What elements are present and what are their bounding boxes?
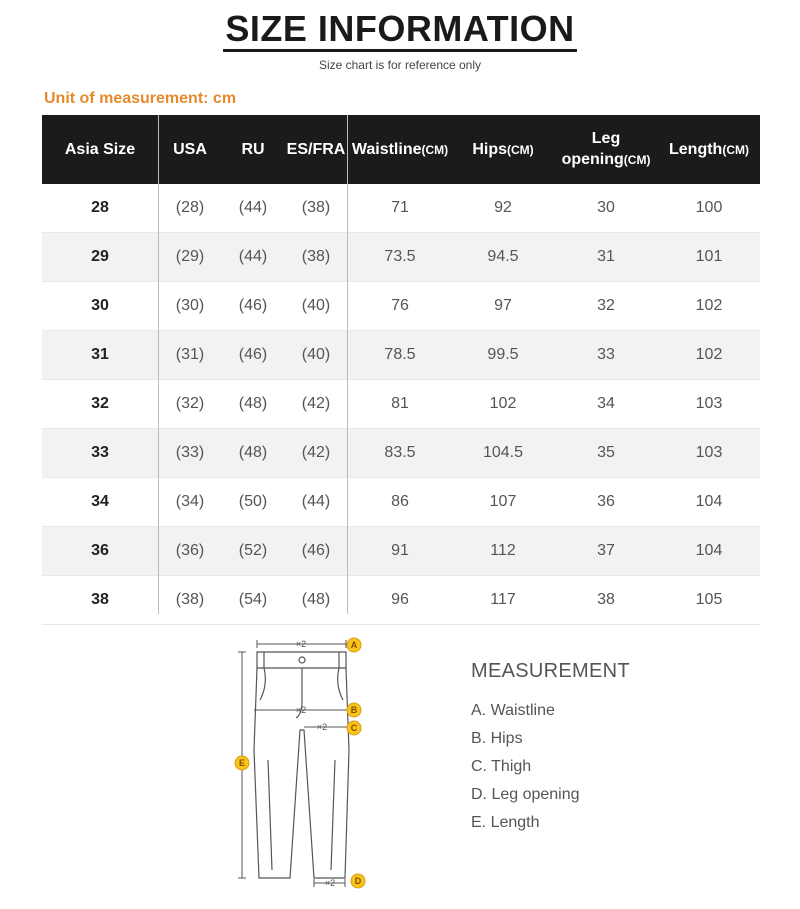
cell-es-fra: (48) bbox=[301, 591, 331, 608]
cell-waistline: 78.5 bbox=[348, 331, 452, 380]
size-table bbox=[42, 115, 760, 625]
table-row bbox=[42, 282, 760, 331]
header-leg-line2: opening bbox=[561, 151, 624, 168]
marker-e: E bbox=[238, 758, 246, 768]
cell-ru: (48) bbox=[222, 429, 284, 478]
measurement-item: A. Waistline bbox=[471, 702, 555, 719]
table-row bbox=[42, 380, 760, 429]
cell-usa: (38) bbox=[175, 591, 205, 608]
cell-leg-opening: 37 bbox=[554, 527, 658, 576]
header-leg-opening bbox=[554, 115, 658, 184]
header-hips bbox=[452, 115, 554, 184]
header-ru: RU bbox=[222, 115, 284, 184]
cell-hips: 94.5 bbox=[452, 233, 554, 282]
header-usa: USA bbox=[158, 115, 222, 184]
cell-asia-size: 29 bbox=[42, 233, 158, 282]
table-row bbox=[42, 576, 760, 625]
cell-usa: (29) bbox=[158, 233, 222, 282]
multiplier-a: ×2 bbox=[295, 639, 307, 649]
cell-es-fra: (38) bbox=[301, 199, 331, 216]
cell-asia-size: 28 bbox=[91, 199, 109, 216]
cell-asia-size: 30 bbox=[91, 297, 109, 314]
cell-ru: (50) bbox=[238, 493, 268, 510]
cell-usa: (28) bbox=[175, 199, 205, 216]
cell-ru: (46) bbox=[222, 331, 284, 380]
marker-c: C bbox=[350, 723, 358, 733]
cell-asia-size: 36 bbox=[42, 527, 158, 576]
cell-ru: (54) bbox=[238, 591, 268, 608]
cell-length: 104 bbox=[695, 493, 723, 510]
cell-es-fra: (44) bbox=[301, 493, 331, 510]
measurement-title: MEASUREMENT bbox=[471, 660, 630, 682]
measurement-item: D. Leg opening bbox=[471, 786, 580, 803]
cell-asia-size: 31 bbox=[42, 331, 158, 380]
column-divider bbox=[158, 115, 159, 614]
measurement-item: E. Length bbox=[471, 814, 540, 831]
cell-usa: (31) bbox=[158, 331, 222, 380]
cell-waistline: 73.5 bbox=[348, 233, 452, 282]
cell-es-fra: (40) bbox=[301, 297, 331, 314]
cell-hips: 112 bbox=[452, 527, 554, 576]
table-row bbox=[42, 527, 760, 576]
header-waistline-unit: (CM) bbox=[421, 142, 449, 157]
cell-asia-size: 33 bbox=[42, 429, 158, 478]
cell-waistline: 86 bbox=[391, 493, 409, 510]
cell-usa: (32) bbox=[175, 395, 205, 412]
cell-length: 102 bbox=[658, 331, 760, 380]
header-length-unit: (CM) bbox=[722, 142, 749, 157]
page-subtitle: Size chart is for reference only bbox=[318, 58, 482, 72]
cell-asia-size: 34 bbox=[91, 493, 109, 510]
cell-leg-opening: 38 bbox=[597, 591, 615, 608]
cell-hips: 97 bbox=[494, 297, 512, 314]
header-length-label: Length bbox=[669, 140, 723, 158]
measurement-item: B. Hips bbox=[471, 730, 523, 747]
cell-usa: (34) bbox=[175, 493, 205, 510]
multiplier-d: ×2 bbox=[324, 878, 336, 888]
cell-leg-opening: 30 bbox=[597, 199, 615, 216]
measurement-list bbox=[471, 700, 580, 840]
cell-hips: 92 bbox=[494, 199, 512, 216]
cell-leg-opening: 33 bbox=[554, 331, 658, 380]
cell-leg-opening: 32 bbox=[597, 297, 615, 314]
table-header-row bbox=[42, 115, 760, 184]
marker-a: A bbox=[350, 640, 358, 650]
header-waistline bbox=[348, 115, 452, 184]
cell-hips: 102 bbox=[489, 395, 517, 412]
cell-leg-opening: 34 bbox=[597, 395, 615, 412]
cell-length: 101 bbox=[658, 233, 760, 282]
cell-asia-size: 32 bbox=[91, 395, 109, 412]
header-leg-unit: (CM) bbox=[623, 153, 651, 167]
header-hips-unit: (CM) bbox=[507, 142, 534, 157]
header-es-fra: ES/FRA bbox=[284, 115, 348, 184]
unit-label: Unit of measurement: cm bbox=[44, 90, 237, 107]
cell-length: 103 bbox=[658, 429, 760, 478]
marker-d: D bbox=[354, 876, 362, 886]
cell-hips: 99.5 bbox=[452, 331, 554, 380]
cell-length: 104 bbox=[658, 527, 760, 576]
header-hips-label: Hips bbox=[472, 140, 507, 158]
cell-ru: (48) bbox=[238, 395, 268, 412]
cell-length: 105 bbox=[695, 591, 723, 608]
cell-waistline: 71 bbox=[391, 199, 409, 216]
pants-icon bbox=[228, 630, 378, 895]
header-leg-line1: Leg bbox=[591, 130, 621, 147]
header-length bbox=[658, 115, 760, 184]
cell-length: 103 bbox=[695, 395, 723, 412]
column-divider bbox=[347, 115, 348, 614]
cell-usa: (30) bbox=[175, 297, 205, 314]
page-title bbox=[0, 8, 800, 52]
cell-ru: (44) bbox=[222, 233, 284, 282]
table-row bbox=[42, 184, 760, 233]
cell-leg-opening: 31 bbox=[554, 233, 658, 282]
cell-hips: 107 bbox=[489, 493, 517, 510]
cell-asia-size: 38 bbox=[91, 591, 109, 608]
cell-waistline: 91 bbox=[348, 527, 452, 576]
cell-ru: (44) bbox=[238, 199, 268, 216]
cell-length: 102 bbox=[695, 297, 723, 314]
measurement-item: C. Thigh bbox=[471, 758, 532, 775]
cell-es-fra: (42) bbox=[284, 429, 348, 478]
cell-usa: (33) bbox=[158, 429, 222, 478]
header-asia-size: Asia Size bbox=[42, 115, 158, 184]
cell-es-fra: (40) bbox=[284, 331, 348, 380]
table-row bbox=[42, 233, 760, 282]
table-row bbox=[42, 331, 760, 380]
cell-waistline: 76 bbox=[391, 297, 409, 314]
cell-leg-opening: 36 bbox=[597, 493, 615, 510]
table-row bbox=[42, 478, 760, 527]
multiplier-c: ×2 bbox=[316, 722, 328, 732]
table-row bbox=[42, 429, 760, 478]
cell-hips: 104.5 bbox=[452, 429, 554, 478]
cell-ru: (52) bbox=[222, 527, 284, 576]
cell-length: 100 bbox=[695, 199, 723, 216]
cell-waistline: 96 bbox=[391, 591, 409, 608]
cell-es-fra: (46) bbox=[284, 527, 348, 576]
cell-hips: 117 bbox=[490, 591, 516, 608]
header-waistline-label: Waistline bbox=[351, 140, 422, 158]
marker-b: B bbox=[350, 705, 358, 715]
cell-waistline: 81 bbox=[391, 395, 409, 412]
page-title-text: SIZE INFORMATION bbox=[223, 9, 576, 52]
cell-usa: (36) bbox=[158, 527, 222, 576]
cell-waistline: 83.5 bbox=[348, 429, 452, 478]
cell-ru: (46) bbox=[238, 297, 268, 314]
cell-es-fra: (38) bbox=[284, 233, 348, 282]
cell-leg-opening: 35 bbox=[554, 429, 658, 478]
cell-es-fra: (42) bbox=[301, 395, 331, 412]
multiplier-b: ×2 bbox=[295, 705, 307, 715]
